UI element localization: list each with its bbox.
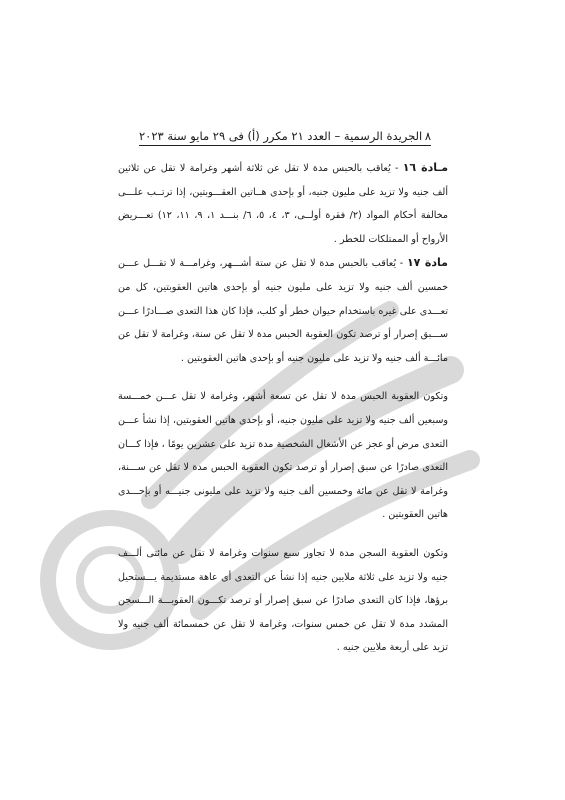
page-header bbox=[139, 124, 431, 146]
document-body bbox=[118, 156, 448, 660]
article-label: مادة ١٧ bbox=[406, 256, 448, 270]
header-title: الجريدة الرسمية – العدد ٢١ مكرر (أ) فى ٢٩ مايو سنة ٢٠٢٣ bbox=[139, 129, 423, 143]
article-label: مـادة ١٦ bbox=[402, 161, 449, 174]
paragraph: وتكون العقوبة السجن مدة لا تجاوز سبع سنوات وغرامة لا تقل عن مائتى ألـــف جنيه ولا تزيد على ثلاثة ملايين جنيه إذا نشأ عن التعدى أى عاهة مستديمة يـــستحيل برؤها، فإذا كان التعدى صادرًا عن سبق إصرار أو ترصد تكـــون العقوبـــة الـــسجن المشدد مدة لا تقل عن خمس سنوات، وغرامة لا تقل عن خمسمائة ألف جنيه ولا تزيد على أربعة ملايين جنيه . bbox=[118, 547, 448, 654]
article-text: - يُعاقب بالحبس مدة لا تقل عن ثلاثة أشهر وغرامة لا تقل عن ثلاثين ألف جنيه ولا تزيد على مليون جنيه، أو بإحدى هــاتين العقـــوبتين، إذا ترتــب علـــى مخالفة أحكام المواد (٢/ فقرة أولــى، ٣، ٤، ٥، ٦/ بنـــد ١، ٩، ١١، ١٢) تعـــريض الأرواح أو الممتلكات للخطر . bbox=[118, 163, 449, 245]
paragraph: وتكون العقوبة الحبس مدة لا تقل عن تسعة أشهر، وغرامة لا تقل عـــن خمـــسة وسبعين ألف جنيه ولا تزيد على مليون جنيه، أو بإحدى هاتين العقوبتين، إذا نشأ عـــن التعدى مرض أو عجز عن الأشغال الشخصية مدة تزيد على عشرين يومًا ، فإذا كـــان التعدى صادرًا عن سبق إصرار أو ترصد تكون العقوبة الحبس مدة لا تقل عن ســـنة، وغرامة لا تقل عن مائة وخمسين ألف جنيه ولا تزيد على مليونى جنيـــه أو بإحـــدى هاتين العقوبتين . bbox=[118, 391, 448, 521]
page-number: ٨ bbox=[424, 129, 431, 143]
article-text: - يُعاقب بالحبس مدة لا تقل عن ستة أشـــهر، وغرامـــة لا تقـــل عـــن خمسين ألف جنيه ولا تزيد على مليون جنيه أو بإحدى هاتين العقوبتين، كل من تعـــدى على غيره باستخدام حيوان خطر أو كلب، فإذا كان هذا التعدى صـــادرًا عـــن ســـبق إصرار أو ترصد تكون العقوبة الحبس مدة لا تقل عن سنة، وغرامة لا تقل عن مائـــة ألف جنيه ولا تزيد على مليون جنيه أو بإحدى هاتين العقوبتين . bbox=[118, 258, 448, 364]
article-16 bbox=[118, 156, 448, 251]
article-17 bbox=[118, 251, 448, 370]
